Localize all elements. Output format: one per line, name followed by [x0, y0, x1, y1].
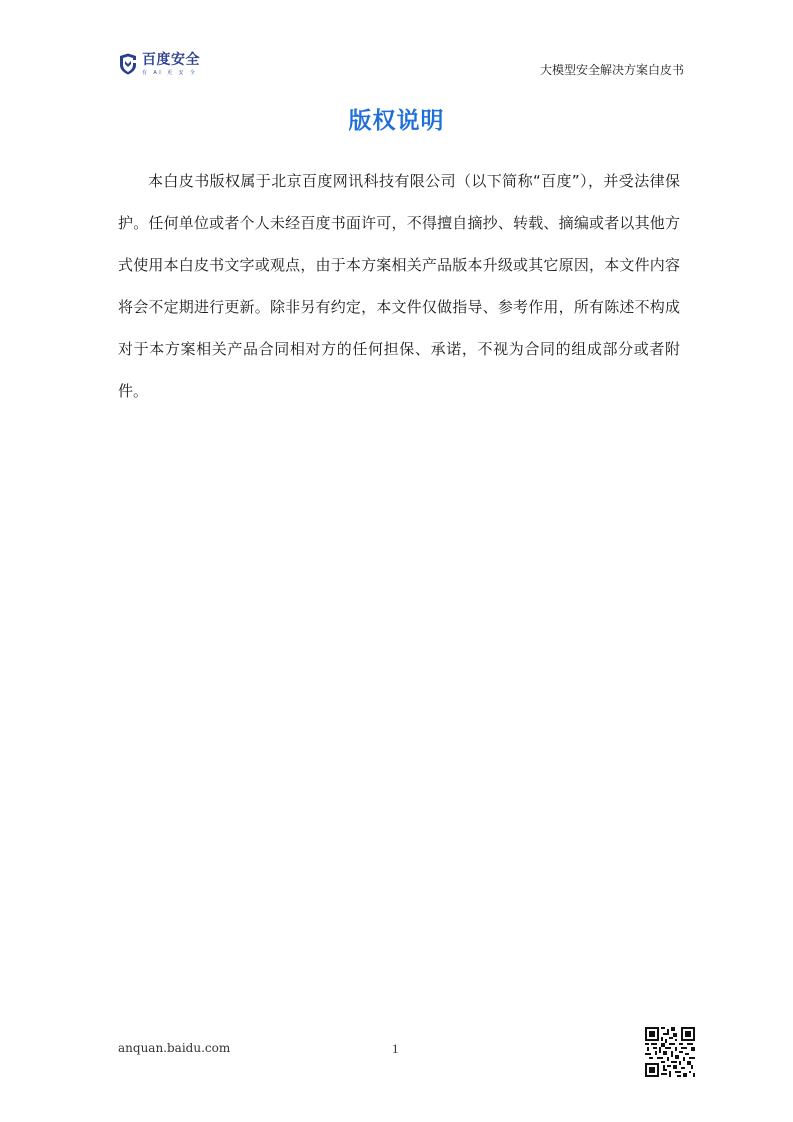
page-title: 版权说明 — [348, 108, 445, 134]
logo-tagline: 有 AI 更 安 全 — [142, 70, 198, 76]
baidu-security-shield-icon — [118, 53, 138, 75]
document-series-title: 大模型安全解决方案白皮书 — [539, 63, 684, 77]
brand-logo — [118, 52, 200, 77]
qr-code-icon — [645, 1027, 695, 1077]
footer-website: anquan.baidu.com — [118, 1041, 231, 1055]
copyright-paragraph: 本白皮书版权属于北京百度网讯科技有限公司（以下简称“百度”），并受法律保护。任何单位或者个人未经百度书面许可，不得擅自摘抄、转载、摘编或者以其他方式使用本白皮书文字或观点，由于本方案相关产品版本升级或其它原因，本文件内容将会不定期进行更新。除非另有约定，本文件仅做指导、参考作用，所有陈述不构成对于本方案相关产品合同相对方的任何担保、承诺，不视为合同的组成部分或者附件。 — [118, 172, 680, 400]
logo-name: 百度安全 — [142, 52, 200, 68]
page-number: 1 — [392, 1041, 399, 1056]
